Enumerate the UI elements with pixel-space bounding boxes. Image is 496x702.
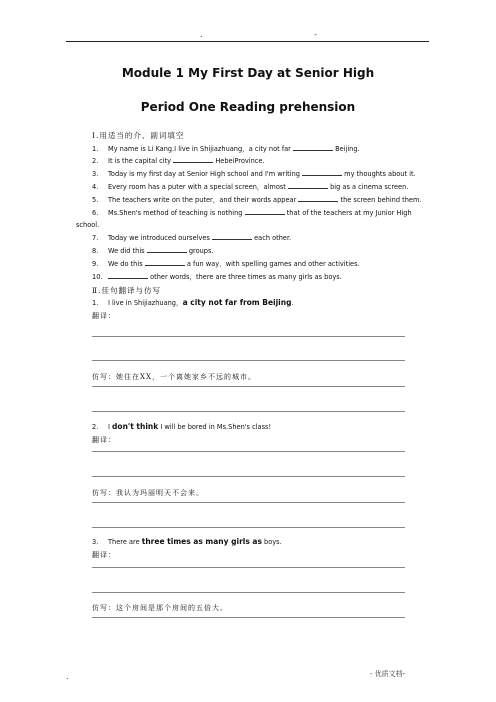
key-phrase: a city not far from Beijing [182, 298, 292, 307]
key-phrase: don't think [112, 422, 159, 431]
page-title: Module 1 My First Day at Senior High [121, 66, 375, 80]
exercise-item-10: 10. other words，there are three times as many girls as boys. [92, 273, 342, 281]
fill-blank[interactable] [302, 169, 342, 176]
fill-blank[interactable] [145, 259, 185, 266]
answer-line[interactable] [92, 386, 405, 387]
header-rule [66, 41, 429, 42]
exercise-item-4: 4. Every room has a puter with a special screen，almost big as a cinema screen. [92, 183, 409, 191]
answer-line[interactable] [92, 360, 405, 361]
fill-blank[interactable] [173, 156, 213, 163]
exercise-item-5: 5. The teachers write on the puter，and their words appear the screen behind them. [92, 196, 422, 204]
imitate-line-1: 仿写：她住在XX，一个离她家乡不远的城市。 [92, 373, 256, 381]
imitate-line-2: 仿写：我认为玛丽明天不会来。 [92, 489, 204, 497]
answer-line[interactable] [92, 617, 405, 618]
header-dot-right: - [314, 30, 317, 39]
exercise-item-3: 3. Today is my first day at Senior High school and I'm writing my thoughts about it. [92, 170, 416, 178]
answer-line[interactable] [92, 527, 405, 528]
section2-label: Ⅱ.佳句翻译与仿写 [92, 286, 161, 295]
fill-blank[interactable] [212, 233, 252, 240]
footer-dot: . [66, 672, 69, 681]
imitate-line-3: 仿写：这个房间是那个房间的五倍大。 [92, 604, 228, 612]
exercise-item-6: 6. Ms.Shen's method of teaching is nothing that of the teachers at my Junior High [92, 209, 412, 217]
exercise-item-9: 9. We do this a fun way，with spelling games and other activities. [92, 260, 360, 268]
answer-line[interactable] [92, 502, 405, 503]
section1-label: Ⅰ.用适当的介、副词填空 [92, 131, 185, 140]
answer-line[interactable] [92, 567, 405, 568]
key-phrase: three times as many girls as [141, 537, 262, 546]
fill-blank[interactable] [108, 272, 148, 279]
answer-line[interactable] [92, 411, 405, 412]
fill-blank[interactable] [288, 182, 328, 189]
fill-blank[interactable] [245, 208, 285, 215]
translate-label: 翻译： [92, 551, 116, 559]
sentence-item-2: 2. I don't think I will be bored in Ms.Shen's class! [92, 422, 272, 431]
answer-line[interactable] [92, 451, 405, 452]
answer-line[interactable] [92, 336, 405, 337]
exercise-item-1: 1. My name is Li Kang.I live in Shijiazhuang，a city not far Beijing. [92, 145, 360, 153]
fill-blank[interactable] [147, 246, 187, 253]
exercise-item-6-continuation: school. [76, 221, 100, 229]
fill-blank[interactable] [293, 144, 333, 151]
footer-text: - 优质文档- [370, 670, 405, 678]
translate-label: 翻译： [92, 312, 116, 320]
answer-line[interactable] [92, 592, 405, 593]
exercise-item-7: 7. Today we introduced ourselves each other. [92, 234, 292, 242]
page-subtitle: Period One Reading prehension [140, 100, 356, 114]
translate-label: 翻译： [92, 436, 116, 444]
sentence-item-1: 1. I live in Shijiazhuang，a city not far from Beijing. [92, 298, 294, 307]
fill-blank[interactable] [298, 195, 338, 202]
sentence-item-3: 3. There are three times as many girls as boys. [92, 537, 282, 546]
header-dot-left: . [200, 30, 203, 39]
exercise-item-8: 8. We did this groups. [92, 247, 214, 255]
exercise-item-2: 2. It is the capital city HebeiProvince. [92, 157, 265, 165]
answer-line[interactable] [92, 476, 405, 477]
